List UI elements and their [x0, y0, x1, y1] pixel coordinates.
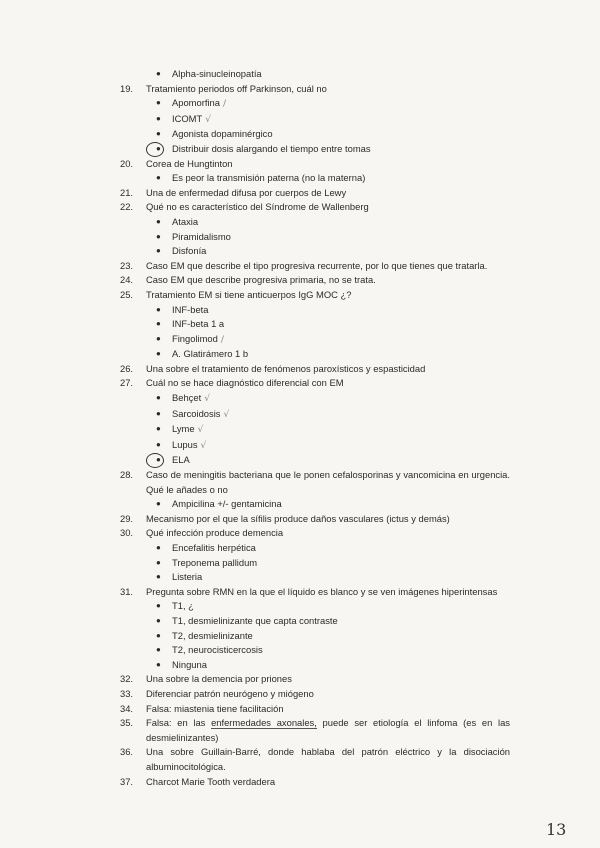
question-text: Qué infección produce demencia: [146, 527, 284, 539]
question-text: Charcot Marie Tooth verdadera: [146, 775, 276, 787]
answer-option: [0, 453, 600, 468]
option-text: INF-beta 1 a: [172, 318, 225, 330]
question-number: 32.: [120, 673, 134, 685]
option-text: A. Glatirámero 1 b: [172, 348, 249, 360]
underlined-text: enfermedades axonales,: [211, 717, 317, 729]
bullet-icon: ●: [156, 659, 161, 669]
question-number: 36.: [120, 746, 134, 758]
option-text: Listeria: [172, 571, 203, 583]
option-text: Apomorfina: [172, 97, 220, 109]
answer-option: [0, 244, 600, 259]
answer-option: [0, 127, 600, 142]
answer-option: [0, 67, 600, 82]
question-item: [0, 186, 600, 201]
option-text: T2, desmielinizante: [172, 629, 253, 641]
answer-option: [0, 629, 600, 644]
answer-option: [0, 303, 600, 318]
answer-option: [0, 643, 600, 658]
question-item: [0, 273, 600, 288]
bullet-icon: ●: [156, 439, 161, 449]
question-item: [0, 468, 510, 497]
question-text: Caso EM que describe progresiva primaria, no se trata.: [146, 274, 376, 286]
bullet-icon: ●: [156, 499, 161, 509]
bullet-icon: ●: [156, 143, 161, 153]
answer-option: [0, 438, 600, 454]
question-number: 35.: [120, 717, 134, 729]
option-text: Treponema pallidum: [172, 556, 258, 568]
bullet-icon: ●: [156, 408, 161, 418]
option-text: Es peor la transmisión paterna (no la materna): [172, 172, 366, 184]
question-text: Una sobre Guillain-Barré, donde hablaba del patrón eléctrico y la disociación albuminocitológica.: [146, 746, 510, 772]
answer-option: [0, 541, 600, 556]
bullet-icon: ●: [156, 630, 161, 640]
option-text: Distribuir dosis alargando el tiempo entre tomas: [172, 142, 371, 154]
answer-option: [0, 658, 600, 673]
question-number: 19.: [120, 82, 134, 94]
question-item: [0, 672, 600, 687]
answer-option: [0, 317, 600, 332]
question-text: Una sobre la demencia por priones: [146, 673, 292, 685]
handwritten-check-mark: √: [205, 114, 211, 125]
option-text: Lyme: [172, 423, 195, 435]
option-text: Encefalitis herpética: [172, 542, 256, 553]
answer-option: [0, 215, 600, 230]
question-item: [0, 687, 600, 702]
question-text: Una sobre el tratamiento de fenómenos paroxísticos y espasticidad: [146, 362, 426, 374]
question-number: 34.: [120, 702, 134, 714]
bullet-icon: ●: [156, 113, 161, 123]
option-text: ICOMT: [172, 112, 203, 124]
question-number: 26.: [120, 362, 134, 374]
bullet-icon: ●: [156, 543, 161, 552]
question-number: 37.: [120, 775, 134, 787]
bullet-icon: ●: [156, 69, 161, 78]
bullet-icon: ●: [156, 216, 161, 226]
answer-option: [0, 171, 600, 186]
question-number: 22.: [120, 201, 134, 213]
handwritten-circle-mark: [146, 453, 164, 468]
question-number: 20.: [120, 157, 134, 169]
option-text: Lupus: [172, 438, 198, 450]
bullet-icon: ●: [156, 98, 161, 108]
handwritten-check-mark: √: [204, 394, 210, 405]
answer-option: [0, 112, 600, 128]
bullet-icon: ●: [156, 319, 161, 329]
question-number: 33.: [120, 687, 134, 699]
handwritten-circle-mark: [146, 142, 164, 157]
question-text: Caso de meningitis bacteriana que le ponen cefalosporinas y vancomicina en urgencia. Qué le añades o no: [146, 469, 510, 495]
question-item: [0, 376, 600, 391]
question-list: [0, 67, 600, 789]
bullet-icon: ●: [156, 349, 161, 359]
answer-option: [0, 332, 600, 348]
question-number: 24.: [120, 274, 134, 286]
option-text: Behçet: [172, 392, 202, 404]
answer-option: [0, 599, 600, 614]
bullet-icon: ●: [156, 304, 161, 314]
handwritten-check-mark: /: [220, 334, 224, 345]
question-item: [0, 512, 600, 527]
question-number: 25.: [120, 288, 134, 300]
question-item: [0, 585, 510, 600]
option-text: Disfonía: [172, 245, 207, 257]
option-text: T2, neurocisticercosis: [172, 644, 263, 656]
answer-option: [0, 391, 600, 407]
question-item: [0, 526, 600, 541]
question-text: Tratamiento periodos off Parkinson, cuál no: [146, 82, 327, 94]
question-text: Falsa: en las: [146, 717, 212, 729]
answer-option: [0, 422, 600, 438]
answer-option: [0, 142, 600, 157]
question-text: Pregunta sobre RMN en la que el líquido es blanco y se ven imágenes hiperintensas: [146, 585, 498, 597]
bullet-icon: ●: [156, 572, 161, 582]
question-text: Tratamiento EM si tiene anticuerpos IgG MOC ¿?: [146, 288, 352, 300]
option-text: Sarcoidosis: [172, 407, 221, 419]
option-text: Alpha-sinucleinopatía: [172, 68, 262, 79]
question-item: [0, 716, 510, 745]
handwritten-check-mark: √: [223, 409, 230, 420]
question-text: Mecanismo por el que la sífilis produce daños vasculares (ictus y demás): [146, 512, 450, 524]
question-text: Diferenciar patrón neurógeno y miógeno: [146, 687, 314, 699]
handwritten-check-mark: √: [197, 425, 204, 436]
handwritten-check-mark: √: [200, 440, 207, 451]
answer-option: [0, 347, 600, 362]
question-item: [0, 702, 600, 717]
question-text: Qué no es característico del Síndrome de Wallenberg: [146, 201, 369, 213]
option-text: Ampicilina +/- gentamicina: [172, 498, 282, 510]
question-item: [0, 745, 510, 774]
question-item: [0, 200, 600, 215]
question-text: Cuál no se hace diagnóstico diferencial con EM: [146, 377, 344, 389]
option-text: INF-beta: [172, 303, 209, 315]
question-item: [0, 259, 600, 274]
bullet-icon: ●: [156, 455, 161, 465]
option-text: Ninguna: [172, 658, 207, 670]
bullet-icon: ●: [156, 557, 161, 567]
answer-option: [0, 497, 600, 512]
answer-option: [0, 614, 600, 629]
question-text: Caso EM que describe el tipo progresiva recurrente, por lo que tienes que tratarla.: [146, 259, 488, 271]
question-text: Falsa: miastenia tiene facilitación: [146, 702, 284, 714]
bullet-icon: ●: [156, 173, 161, 183]
option-text: T1, ¿: [172, 600, 194, 612]
question-text: Una de enfermedad difusa por cuerpos de Lewy: [146, 186, 347, 198]
question-item: [0, 82, 600, 97]
option-text: Ataxia: [172, 215, 199, 227]
option-text: T1, desmielinizante que capta contraste: [172, 614, 338, 626]
question-item: [0, 775, 600, 790]
question-number: 23.: [120, 259, 134, 271]
option-text: ELA: [172, 454, 190, 466]
option-text: Piramidalismo: [172, 230, 231, 242]
question-item: [0, 288, 600, 303]
bullet-icon: ●: [156, 645, 161, 655]
question-text: puede ser etiología el linfoma (es en las desmielinizantes): [146, 717, 510, 743]
bullet-icon: ●: [156, 333, 161, 343]
answer-option: [0, 230, 600, 245]
question-number: 27.: [120, 377, 134, 389]
question-number: 30.: [120, 527, 134, 539]
question-number: 21.: [120, 186, 134, 198]
bullet-icon: ●: [156, 231, 161, 241]
option-text: Fingolimod: [172, 332, 218, 344]
answer-option: [0, 570, 600, 585]
bullet-icon: ●: [156, 424, 161, 434]
bullet-icon: ●: [156, 393, 161, 403]
option-text: Agonista dopaminérgico: [172, 128, 273, 140]
answer-option: [0, 96, 600, 112]
bullet-icon: ●: [156, 615, 161, 625]
question-item: [0, 157, 600, 172]
question-text: Corea de Hungtinton: [146, 157, 233, 169]
answer-option: [0, 556, 600, 571]
handwritten-check-mark: /: [222, 99, 226, 110]
page-number: 13: [546, 820, 567, 839]
question-number: 31.: [120, 585, 134, 597]
answer-option: [0, 407, 600, 423]
bullet-icon: ●: [156, 246, 161, 256]
bullet-icon: ●: [156, 601, 161, 611]
question-number: 29.: [120, 512, 134, 524]
question-number: 28.: [120, 469, 134, 481]
question-item: [0, 362, 600, 377]
bullet-icon: ●: [156, 129, 161, 139]
